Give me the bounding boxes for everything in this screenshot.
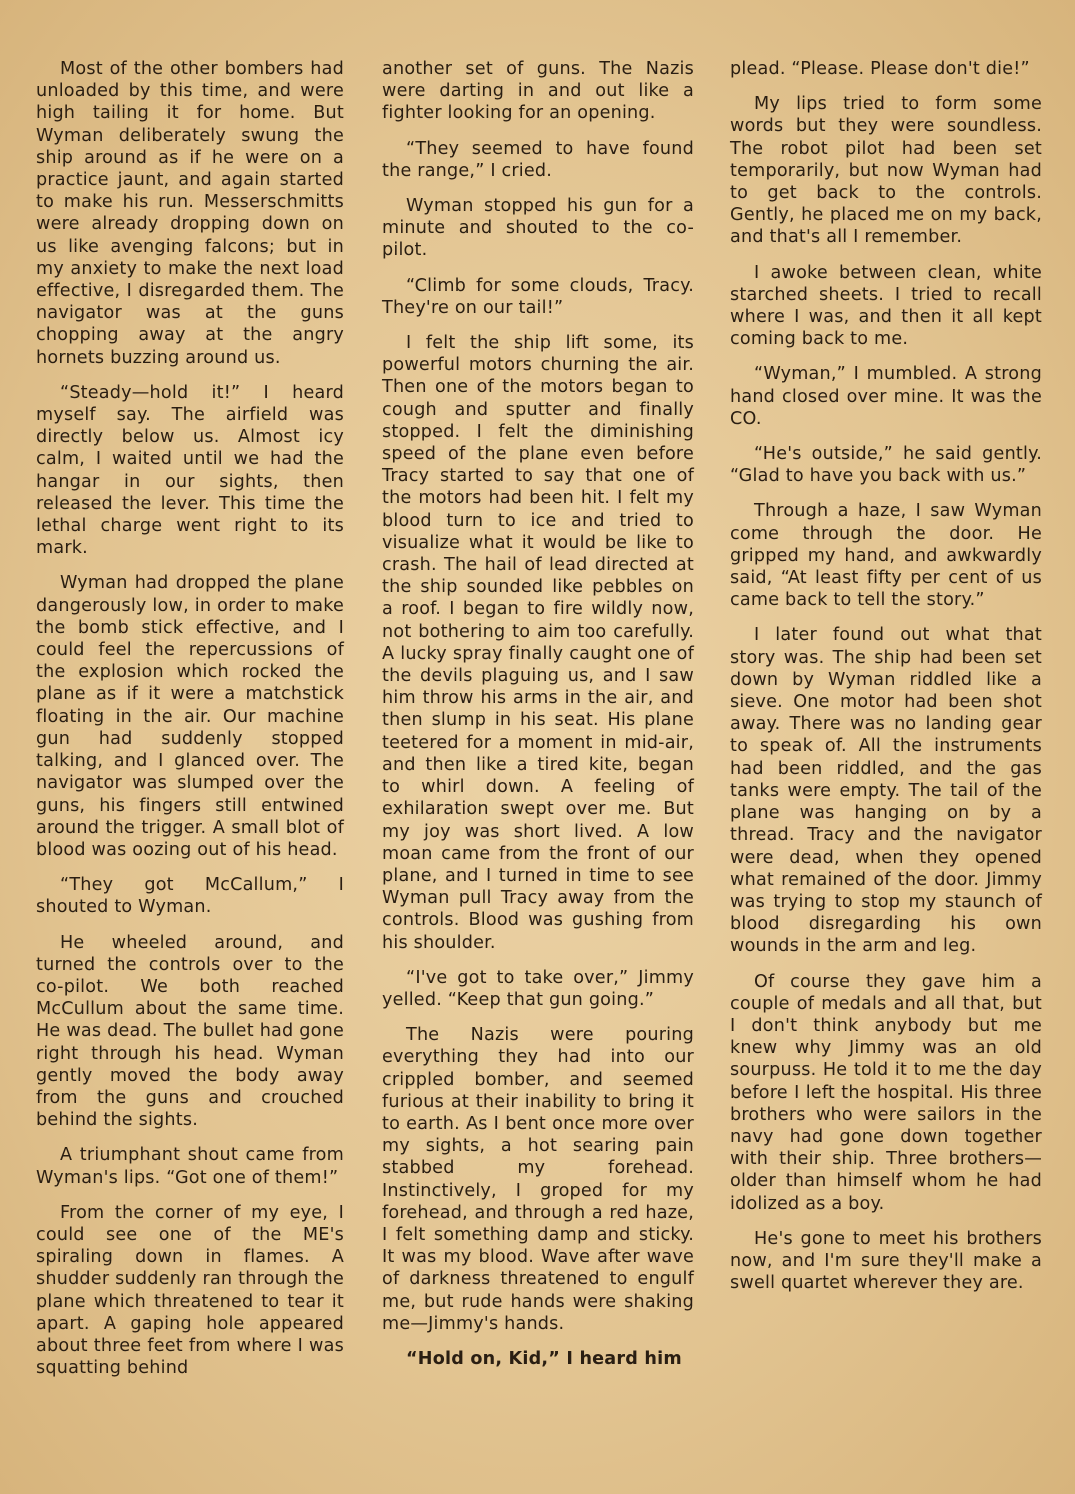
paragraph: I awoke between clean, white starched sheets. I tried to recall where I was, and then it all kept coming back to me.: [730, 262, 1042, 350]
paragraph: “Steady—hold it!” I heard myself say. The airfield was directly below us. Almost icy calm, I waited until we had the hangar in our sights, then released the lever. This time the lethal charge went right to its mark.: [36, 382, 344, 559]
paragraph: Wyman stopped his gun for a minute and shouted to the co-pilot.: [382, 196, 694, 261]
paragraph: “He's outside,” he said gently. “Glad to have you back with us.”: [730, 444, 1042, 487]
text-column-3: [730, 58, 1042, 1307]
paragraph: He wheeled around, and turned the controls over to the co-pilot. We both reached McCullum about the same time. He was dead. The bullet had gone right through his head. Wyman gently moved the body away from the guns and crouched behind the sights.: [36, 932, 344, 1131]
text-column-2: [382, 58, 694, 1370]
paragraph: He's gone to meet his brothers now, and I'm sure they'll make a swell quartet wherever they are.: [730, 1228, 1042, 1294]
paragraph: I later found out what that story was. The ship had been set down by Wyman riddled like a sieve. One motor had been shot away. There was no landing gear to speak of. All the instruments had been riddled, and the gas tanks were empty. The tail of the plane was hanging on by a thread. Tracy and the navigator were dead, when they opened what remained of the door. Jimmy was trying to stop my staunch of blood disregarding his own wounds in the arm and leg.: [730, 625, 1042, 957]
paragraph: Of course they gave him a couple of medals and all that, but I don't think anybody but me knew why Jimmy was an old sourpuss. He told it to me the day before I left the hospital. His three brothers who were sailors in the navy had gone down together with their ship. Three brothers—older than himself whom he had idolized as a boy.: [730, 971, 1042, 1214]
paragraph: A triumphant shout came from Wyman's lips. “Got one of them!”: [36, 1145, 344, 1188]
paragraph: From the corner of my eye, I could see one of the ME's spiraling down in flames. A shudder suddenly ran through the plane which threatened to tear it apart. A gaping hole appeared about three feet from where I was squatting behind: [36, 1202, 344, 1379]
paragraph: Through a haze, I saw Wyman come through the door. He gripped my hand, and awkwardly said, “At least fifty per cent of us came back to tell the story.”: [730, 501, 1042, 611]
paragraph: “They got McCallum,” I shouted to Wyman.: [36, 875, 344, 918]
paragraph: “They seemed to have found the range,” I cried.: [382, 138, 694, 181]
paragraph: “I've got to take over,” Jimmy yelled. “Keep that gun going.”: [382, 967, 694, 1010]
paragraph: “Hold on, Kid,” I heard him: [406, 1348, 682, 1369]
paragraph: “Wyman,” I mumbled. A strong hand closed over mine. It was the CO.: [730, 364, 1042, 429]
paragraph: Wyman had dropped the plane dangerously low, in order to make the bomb stick effective, and I could feel the repercussions of the explosion which rocked the plane as if it were a matchstick floating in the air. Our machine gun had suddenly stopped talking, and I glanced over. The navigator was slumped over the guns, his fingers still entwined around the trigger. A small blot of blood was oozing out of his head.: [36, 573, 344, 860]
paragraph: The Nazis were pouring everything they had into our crippled bomber, and seemed furious at their inability to bring it to earth. As I bent once more over my sights, a hot searing pain stabbed my forehead. Instinctively, I groped for my forehead, and through a red haze, I felt something damp and sticky. It was my blood. Wave after wave of darkness threatened to engulf me, but rude hands were shaking me—Jimmy's hands.: [382, 1025, 694, 1334]
paragraph: another set of guns. The Nazis were darting in and out like a fighter looking for an opening.: [382, 59, 694, 124]
paragraph: Most of the other bombers had unloaded by this time, and were high tailing it for home. But Wyman deliberately swung the ship around as if he were on a practice jaunt, and again started to make his run. Messerschmitts were already dropping down on us like avenging falcons; but in my anxiety to make the next load effective, I disregarded them. The navigator was at the guns chopping away at the angry hornets buzzing around us.: [36, 59, 344, 368]
paragraph: I felt the ship lift some, its powerful motors churning the air. Then one of the motors began to cough and sputter and finally stopped. I felt the diminishing speed of the plane even before Tracy started to say that one of the motors had been hit. I felt my blood turn to ice and tried to visualize what it would be like to crash. The hail of lead directed at the ship sounded like pebbles on a roof. I began to fire wildly now, not bothering to aim too carefully. A lucky spray finally caught one of the devils plaguing us, and I saw him throw his arms in the air, and then slump in his seat. His plane teetered for a moment in mid-air, and then like a tired kite, began to whirl down. A feeling of exhilaration swept over me. But my joy was short lived. A low moan came from the front of our plane, and I turned in time to see Wyman pull Tracy away from the controls. Blood was gushing from his shoulder.: [382, 333, 694, 953]
paragraph: plead. “Please. Please don't die!”: [730, 59, 1030, 79]
paragraph: “Climb for some clouds, Tracy. They're on our tail!”: [382, 275, 694, 318]
text-column-1: [36, 58, 344, 1379]
paragraph: My lips tried to form some words but they were soundless. The robot pilot had been set temporarily, but now Wyman had to get back to the controls. Gently, he placed me on my back, and that's all I remember.: [730, 94, 1042, 248]
